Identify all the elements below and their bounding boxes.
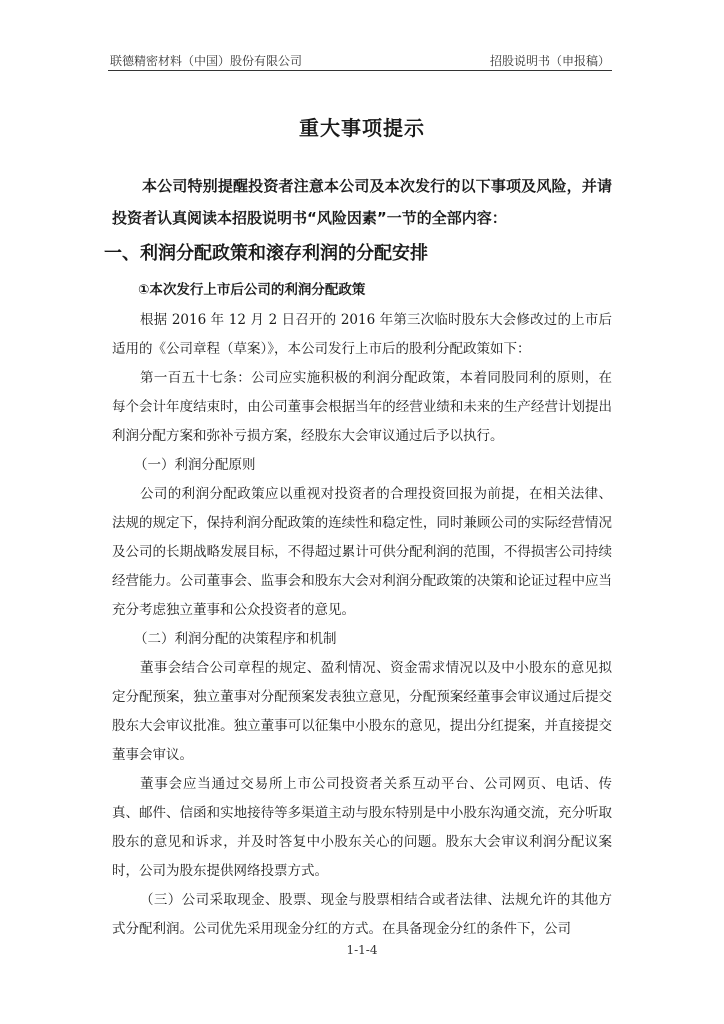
page-header [108,50,612,71]
page-number: 1-1-4 [346,943,378,957]
subsection-heading-post-listing-policy: ①本次发行上市后公司的利润分配政策 [138,282,366,298]
subsection-heading-principles: （一）利润分配原则 [134,457,256,473]
header-company-name: 联德精密材料（中国）股份有限公司 [110,54,303,68]
header-document-type: 招股说明书（申报稿） [489,54,610,68]
page-title: 重大事项提示 [299,116,425,140]
paragraph: 董事会结合公司章程的规定、盈利情况、资金需求情况以及中小股东的意见拟定分配预案，独立董事对分配预案发表独立意见，分配预案经董事会审议通过后提交股东大会审议批准。独立董事可以征集中小股东的意见，提出分红提案，并直接提交董事会审议。 [112,660,612,763]
paragraph: 公司的利润分配政策应以重视对投资者的合理投资回报为前提，在相关法律、法规的规定下，保持利润分配政策的连续性和稳定性，同时兼顾公司的实际经营情况及公司的长期战略发展目标，不得超过累计可供分配利润的范围，不得损害公司持续经营能力。公司董事会、监事会和股东大会对利润分配政策的决策和论证过程中应当充分考虑独立董事和公众投资者的意见。 [112,486,612,618]
paragraph: 根据 2016 年 12 月 2 日召开的 2016 年第三次临时股东大会修改过的上市后适用的《公司章程（草案）》，本公司发行上市后的股利分配政策如下： [112,312,612,357]
subsection-heading-procedures: （二）利润分配的决策程序和机制 [134,631,337,647]
section-heading-profit-distribution: 一、利润分配政策和滚存利润的分配安排 [104,243,428,264]
paragraph-distribution-methods: （三）公司采取现金、股票、现金与股票相结合或者法律、法规允许的其他方式分配利润。公司优先采用现金分红的方式。在具备现金分红的条件下，公司 [112,892,612,937]
risk-notice: 本公司特别提醒投资者注意本公司及本次发行的以下事项及风险，并请投资者认真阅读本招股说明书“风险因素”一节的全部内容： [112,177,612,227]
paragraph: 第一百五十七条：公司应实施积极的利润分配政策，本着同股同利的原则，在每个会计年度结束时，由公司董事会根据当年的经营业绩和未来的生产经营计划提出利润分配方案和弥补亏损方案，经股东大会审议通过后予以执行。 [112,370,612,444]
paragraph: 董事会应当通过交易所上市公司投资者关系互动平台、公司网页、电话、传真、邮件、信函和实地接待等多渠道主动与股东特别是中小股东沟通交流，充分听取股东的意见和诉求，并及时答复中小股东关心的问题。股东大会审议利润分配议案时，公司为股东提供网络投票方式。 [112,776,612,879]
page-content [104,112,612,944]
